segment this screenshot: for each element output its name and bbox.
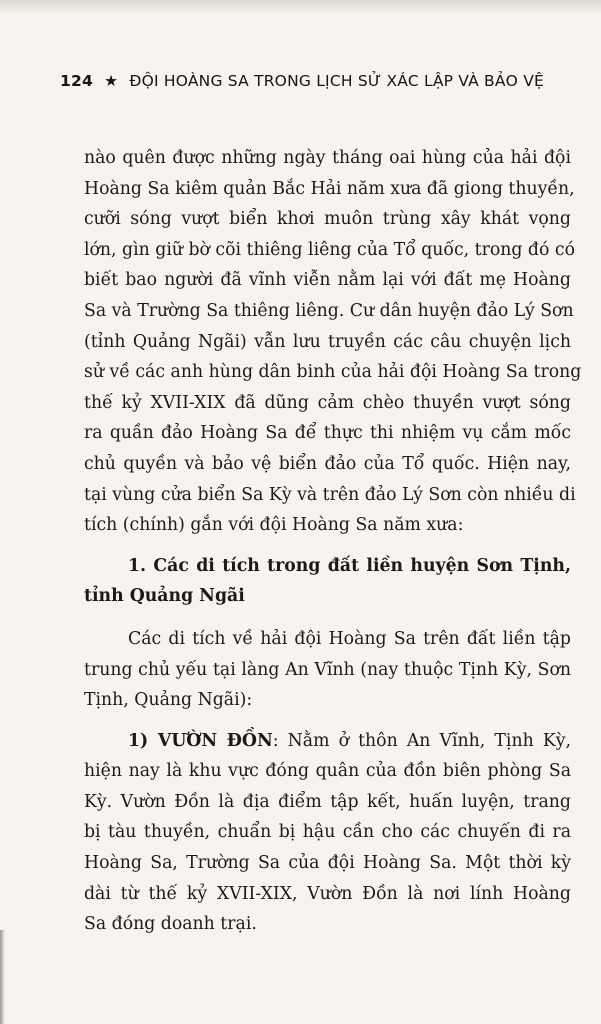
text-line: 1) VƯỜN ĐỒN: Nằm ở thôn An Vĩnh, Tịnh Kỳ, (128, 730, 571, 751)
text-line: chủ quyền và bảo vệ biển đảo của Tổ quốc. Hiện nay, (84, 453, 571, 474)
text-line: trung chủ yếu tại làng An Vĩnh (nay thuộc Tịnh Kỳ, Sơn (84, 659, 571, 680)
running-title: ĐỘI HOÀNG SA TRONG LỊCH SỬ XÁC LẬP VÀ BẢO VỆ (129, 72, 545, 90)
text-line: biết bao người đã vĩnh viễn nằm lại với đất mẹ Hoàng (84, 270, 571, 291)
item-term: 1) VƯỜN ĐỒN (128, 730, 273, 751)
text-line: Sa đóng doanh trại. (84, 914, 257, 935)
heading-line: tỉnh Quảng Ngãi (84, 586, 245, 607)
text-line: dài từ thế kỷ XVII-XIX, Vườn Đồn là nơi lính Hoàng (84, 883, 571, 904)
page-body (84, 143, 582, 940)
page-top-shadow (0, 0, 601, 14)
text-line: (tỉnh Quảng Ngãi) vẫn lưu truyền các câu chuyện lịch (84, 331, 571, 352)
text-line: tích (chính) gắn với đội Hoàng Sa năm xưa: (84, 515, 464, 536)
running-header (60, 72, 580, 90)
item-vuon-don (84, 726, 571, 940)
text-line: lớn, gìn giữ bờ cõi thiêng liêng của Tổ quốc, trong đó có (84, 239, 575, 260)
text-line: Các di tích về hải đội Hoàng Sa trên đất liền tập (128, 628, 571, 649)
text-line: hiện nay là khu vực đóng quân của đồn biên phòng Sa (84, 761, 571, 782)
star-icon: ★ (104, 72, 119, 90)
text-line: Hoàng Sa kiêm quản Bắc Hải năm xưa đã giong thuyền, (84, 178, 575, 199)
heading-line: 1. Các di tích trong đất liền huyện Sơn Tịnh, (128, 555, 571, 576)
text-line: cưỡi sóng vượt biển khơi muôn trùng xây khát vọng (84, 209, 571, 230)
paragraph-intro (84, 143, 582, 541)
text-line: Hoàng Sa, Trường Sa của đội Hoàng Sa. Một thời kỳ (84, 853, 571, 874)
section-heading (84, 551, 571, 612)
text-line: Kỳ. Vườn Đồn là địa điểm tập kết, huấn luyện, trang (84, 791, 571, 812)
text-line: bị tàu thuyền, chuẩn bị hậu cần cho các chuyến đi ra (84, 822, 571, 843)
text-line: ra quần đảo Hoàng Sa để thực thi nhiệm vụ cắm mốc (84, 423, 571, 444)
text-line: nào quên được những ngày tháng oai hùng của hải đội (84, 148, 571, 168)
paragraph-mainland (84, 624, 571, 716)
text-line: thế kỷ XVII-XIX đã dũng cảm chèo thuyền vượt sóng (84, 392, 571, 413)
text-line: tại vùng cửa biển Sa Kỳ và trên đảo Lý Sơn còn nhiều di (84, 484, 576, 505)
page-left-edge (0, 930, 5, 1024)
text-line: sử về các anh hùng dân binh của hải đội Hoàng Sa trong (84, 362, 582, 383)
page-number: 124 (60, 72, 93, 90)
text-line: Sa và Trường Sa thiêng liêng. Cư dân huyện đảo Lý Sơn (84, 300, 574, 321)
text-line: Tịnh, Quảng Ngãi): (84, 690, 253, 711)
